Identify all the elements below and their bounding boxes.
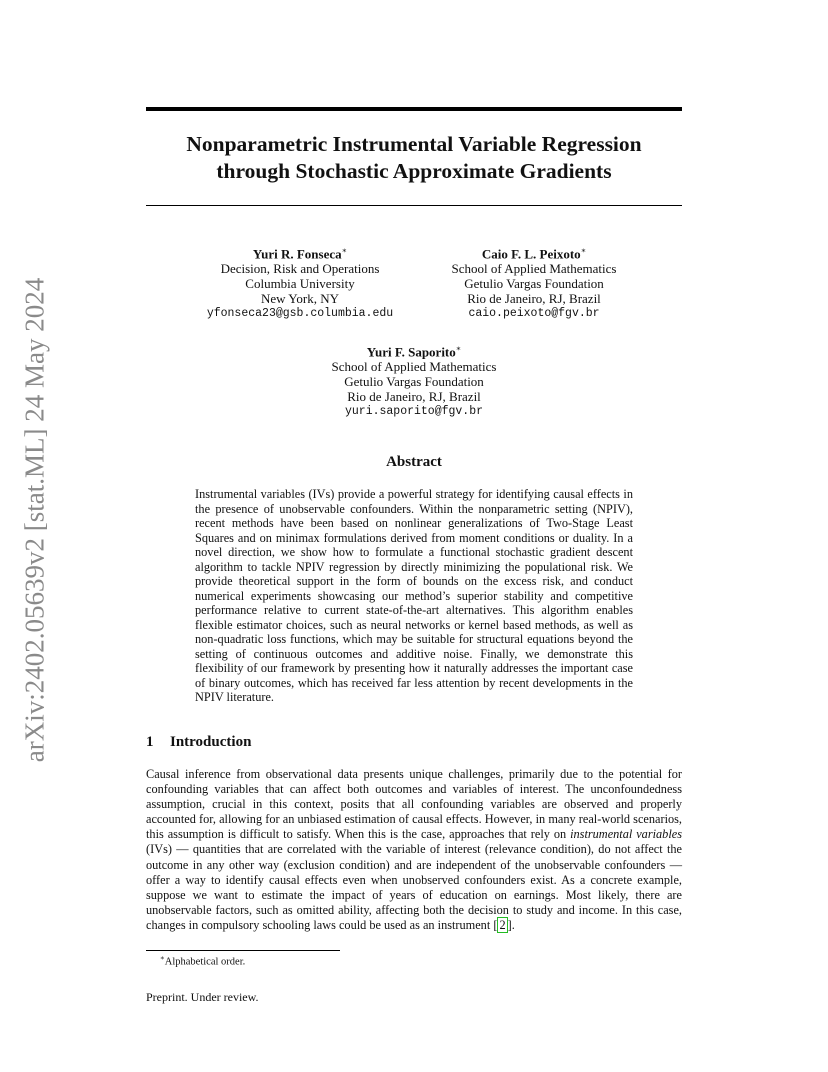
author-institution: Getulio Vargas Foundation: [464, 276, 604, 292]
title-line-2: through Stochastic Approximate Gradients: [216, 159, 612, 183]
intro-emphasis: instrumental variables: [570, 827, 682, 842]
author-name: Yuri R. Fonseca: [252, 246, 342, 262]
author-affiliation: Decision, Risk and Operations: [220, 261, 380, 277]
author-affiliation: School of Applied Mathematics: [451, 261, 617, 277]
section-title: Introduction: [170, 734, 252, 750]
intro-text-part-1: Causal inference from observational data presents unique challenges, primarily due to the potential for confounding variables that can affect both outcomes and variables of interest. The unconfoundedness assumption, crucial in this context, posits that all confounding variables are observed and properly accounted for, allowing for an unbiased estimation of causal effects. However, in many real-world scenarios, this assumption is difficult to satisfy. When this is the case, approaches that rely on: [146, 767, 682, 842]
author-location: Rio de Janeiro, RJ, Brazil: [467, 291, 601, 307]
title-line-1: Nonparametric Instrumental Variable Regression: [186, 132, 642, 156]
author-marker: ∗: [580, 246, 587, 255]
introduction-paragraph: Causal inference from observational data presents unique challenges, primarily due to the potential for confounding variables that can affect both outcomes and variables of interest. The unconfoundedness assumption, crucial in this context, posits that all confounding variables are observed and properly accounted for, allowing for an unbiased estimation of causal effects. However, in many real-world scenarios, this assumption is difficult to satisfy. When this is the case, approaches that rely on instrumental variables (IVs) — quantities that are correlated with the variable of interest (relevance condition), do not affect the outcome in any other way (exclusion condition) and are independent of the unobservable confounders — offer a way to identify causal effects even when unobserved confounders exist. As a concrete example, suppose we want to estimate the impact of years of education on earnings. Most likely, there are unobservable factors, such as omitted ability, affecting both the decision to study and income. In this case, changes in compulsory schooling laws could be used as an instrument [ 2 ].: [146, 767, 682, 932]
intro-text-end: .: [511, 917, 515, 932]
author-location: Rio de Janeiro, RJ, Brazil: [347, 389, 481, 405]
author-block-peixoto: [420, 243, 648, 321]
citation-link[interactable]: 2: [499, 917, 506, 932]
author-name-row: [180, 243, 420, 261]
author-location: New York, NY: [260, 291, 339, 307]
footnote-text: Alphabetical order.: [164, 956, 246, 968]
author-name-row: [420, 243, 648, 261]
footnote-marker: ∗: [160, 954, 165, 962]
author-name: Yuri F. Saporito: [366, 344, 456, 360]
author-name: Caio F. L. Peixoto: [481, 246, 581, 262]
footnote-rule: [146, 950, 340, 951]
preprint-notice: Preprint. Under review.: [146, 990, 259, 1004]
paper-title: [146, 131, 682, 185]
author-email[interactable]: yuri.saporito@fgv.br: [344, 405, 484, 419]
author-email[interactable]: yfonseca23@gsb.columbia.edu: [206, 307, 394, 321]
abstract-heading: Abstract: [386, 454, 442, 470]
author-institution: Getulio Vargas Foundation: [344, 374, 484, 390]
title-bottom-rule: [146, 205, 682, 206]
author-marker: ∗: [341, 246, 348, 255]
author-institution: Columbia University: [245, 276, 355, 292]
title-top-rule: [146, 107, 682, 111]
arxiv-identifier-stamp: arXiv:2402.05639v2 [stat.ML] 24 May 2024: [19, 277, 50, 763]
author-email[interactable]: caio.peixoto@fgv.br: [468, 307, 600, 321]
abstract-text: Instrumental variables (IVs) provide a powerful strategy for identifying causal effects in the presence of unobservable confounders. Within the nonparametric setting (NPIV), recent methods have been based on nonlinear generalizations of Two-Stage Least Squares and on minimax formulations derived from moment conditions or duality. In a novel direction, we show how to formulate a functional stochastic gradient descent algorithm to tackle NPIV regression by directly minimizing the populational risk. We provide theoretical support in the form of bounds on the excess risk, and conduct numerical experiments showcasing our method’s superior stability and competitive performance relative to current state-of-the-art alternatives. This algorithm enables flexible estimator choices, such as neural networks or kernel based methods, as well as non-quadratic loss functions, which may be suitable for structural equations beyond the setting of continuous outcomes and additive noise. Finally, we demonstrate this flexibility of our framework by presenting how it naturally addresses the important case of binary outcomes, which has received far less attention by recent developments in the NPIV literature.: [195, 487, 633, 704]
author-block-saporito: [294, 341, 534, 419]
section-number: 1: [146, 734, 154, 750]
section-heading-introduction: [146, 734, 251, 751]
author-affiliation: School of Applied Mathematics: [331, 359, 497, 375]
intro-text-part-2: (IVs) — quantities that are correlated with the variable of interest (relevance condition), do not affect the outcome in any other way (exclusion condition) and are independent of the unobservable confounders — offer a way to identify causal effects even when unobserved confounders exist. As a concrete example, suppose we want to estimate the impact of years of education on earnings. Most likely, there are unobservable factors, such as omitted ability, affecting both the decision to study and income. In this case, changes in compulsory schooling laws could be used as an instrument: [146, 842, 682, 932]
footnote: [160, 954, 245, 968]
author-marker: ∗: [455, 344, 462, 353]
author-block-fonseca: [180, 243, 420, 321]
author-name-row: [294, 341, 534, 359]
